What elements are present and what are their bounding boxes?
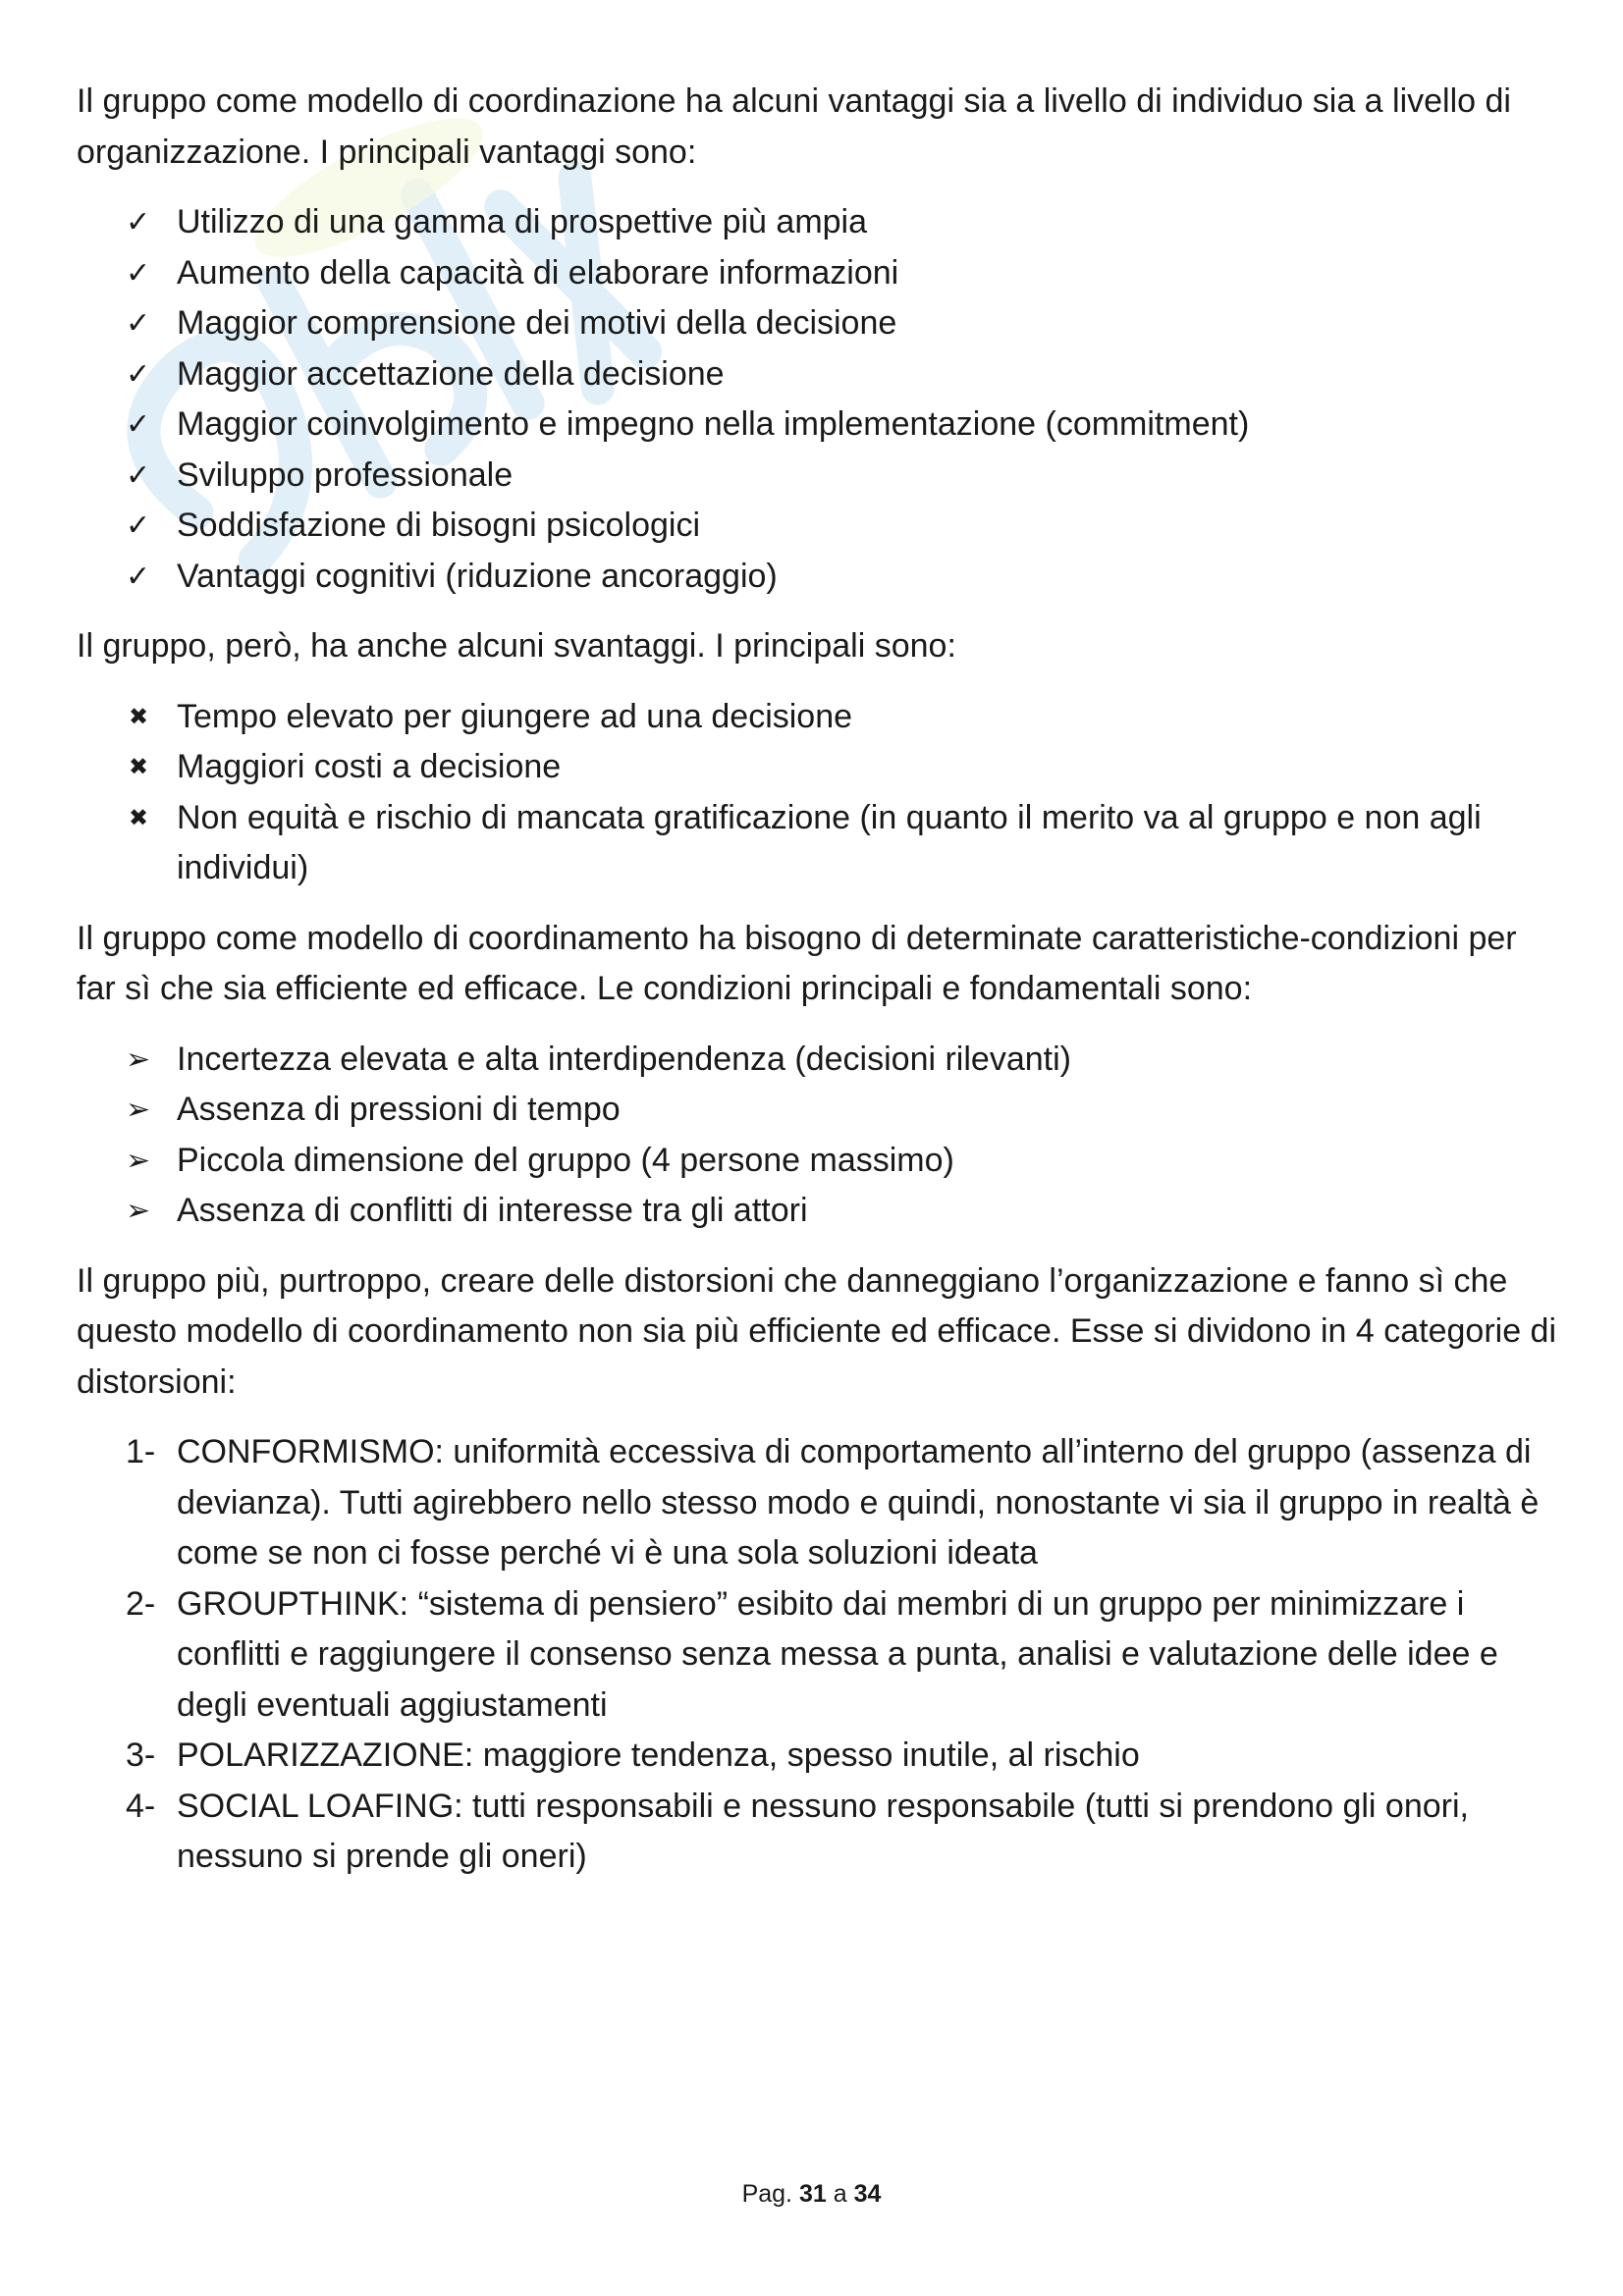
- checkmark-icon: ✓: [126, 457, 151, 493]
- intro-distorsioni: Il gruppo più, purtroppo, creare delle distorsioni che danneggiano l’organizzazione e fanno sì che questo modello di coordinamento non sia più efficiente ed efficace. Esse si dividono in 4 categorie di distorsioni:: [77, 1261, 1557, 1401]
- checkmark-icon: ✓: [126, 356, 151, 392]
- checkmark-icon: ✓: [126, 508, 151, 543]
- vantaggi-list: [77, 197, 1559, 602]
- list-item: ✓ Maggior accettazione della decisione: [77, 349, 1559, 400]
- checkmark-icon: ✓: [126, 205, 151, 240]
- distorsioni-list: [77, 1427, 1559, 1883]
- checkmark-icon: ✓: [126, 559, 151, 594]
- intro-vantaggi: Il gruppo come modello di coordinazione ha alcuni vantaggi sia a livello di individuo sia a livello di organizzazione. I principali vantaggi sono:: [77, 82, 1511, 171]
- list-item: ✓ Sviluppo professionale: [77, 451, 1559, 502]
- list-item: 1- CONFORMISMO: uniformità eccessiva di comportamento all’interno del gruppo (assenza di devianza). Tutti agirebbero nello stesso modo e quindi, nonostante vi sia il gruppo in realtà è come se non ci fosse perché vi è una sola soluzioni ideata: [77, 1427, 1559, 1579]
- list-item: ✓ Utilizzo di una gamma di prospettive più ampia: [77, 197, 1559, 248]
- cross-icon: ✖: [129, 753, 149, 780]
- page-separator: a: [833, 2180, 847, 2208]
- condizioni-list: [77, 1035, 1559, 1237]
- list-item: ✖ Tempo elevato per giungere ad una decisione: [77, 692, 1559, 743]
- page-footer: [0, 2179, 1623, 2209]
- list-item: ✖ Maggiori costi a decisione: [77, 742, 1559, 793]
- item-number: 4-: [126, 1787, 156, 1825]
- list-item: ➢ Incertezza elevata e alta interdipendenza (decisioni rilevanti): [77, 1035, 1559, 1086]
- list-item: 4- SOCIAL LOAFING: tutti responsabili e nessuno responsabile (tutti si prendono gli onori, nessuno si prende gli oneri): [77, 1782, 1559, 1883]
- list-item: 2- GROUPTHINK: “sistema di pensiero” esibito dai membri di un gruppo per minimizzare i conflitti e raggiungere il consenso senza messa a punta, analisi e valutazione delle idee e degli eventuali aggiustamenti: [77, 1579, 1559, 1732]
- current-page: 31: [798, 2180, 827, 2208]
- cross-icon: ✖: [129, 702, 149, 730]
- list-item: ✓ Vantaggi cognitivi (riduzione ancoraggio): [77, 552, 1559, 603]
- item-number: 2-: [126, 1584, 156, 1623]
- list-item: ✓ Maggior coinvolgimento e impegno nella implementazione (commitment): [77, 400, 1559, 451]
- total-pages: 34: [853, 2180, 882, 2208]
- svantaggi-list: [77, 692, 1559, 894]
- arrow-bullet-icon: ➢: [126, 1194, 151, 1228]
- arrow-bullet-icon: ➢: [126, 1143, 151, 1178]
- list-item: ➢ Assenza di conflitti di interesse tra gli attori: [77, 1186, 1559, 1237]
- list-item: ➢ Assenza di pressioni di tempo: [77, 1085, 1559, 1136]
- checkmark-icon: ✓: [126, 255, 151, 291]
- arrow-bullet-icon: ➢: [126, 1093, 151, 1127]
- checkmark-icon: ✓: [126, 306, 151, 341]
- item-number: 3-: [126, 1736, 156, 1774]
- list-item: ✓ Maggior comprensione dei motivi della decisione: [77, 298, 1559, 349]
- list-item: ✓ Soddisfazione di bisogni psicologici: [77, 501, 1559, 552]
- item-number: 1-: [126, 1433, 156, 1470]
- intro-condizioni: Il gruppo come modello di coordinamento ha bisogno di determinate caratteristiche-condizioni per far sì che sia efficiente ed efficace. Le condizioni principali e fondamentali sono:: [77, 919, 1517, 1007]
- arrow-bullet-icon: ➢: [126, 1041, 151, 1077]
- list-item: ✖ Non equità e rischio di mancata gratificazione (in quanto il merito va al gruppo e non agli individui): [77, 793, 1559, 894]
- page-prefix: Pag.: [741, 2180, 793, 2208]
- checkmark-icon: ✓: [126, 407, 151, 442]
- intro-svantaggi: Il gruppo, però, ha anche alcuni svantaggi. I principali sono:: [77, 627, 956, 665]
- list-item: ✓ Aumento della capacità di elaborare informazioni: [77, 248, 1559, 299]
- cross-icon: ✖: [129, 803, 149, 831]
- document-body: [77, 77, 1559, 1902]
- list-item: 3- POLARIZZAZIONE: maggiore tendenza, spesso inutile, al rischio: [77, 1731, 1559, 1782]
- list-item: ➢ Piccola dimensione del gruppo (4 persone massimo): [77, 1136, 1559, 1187]
